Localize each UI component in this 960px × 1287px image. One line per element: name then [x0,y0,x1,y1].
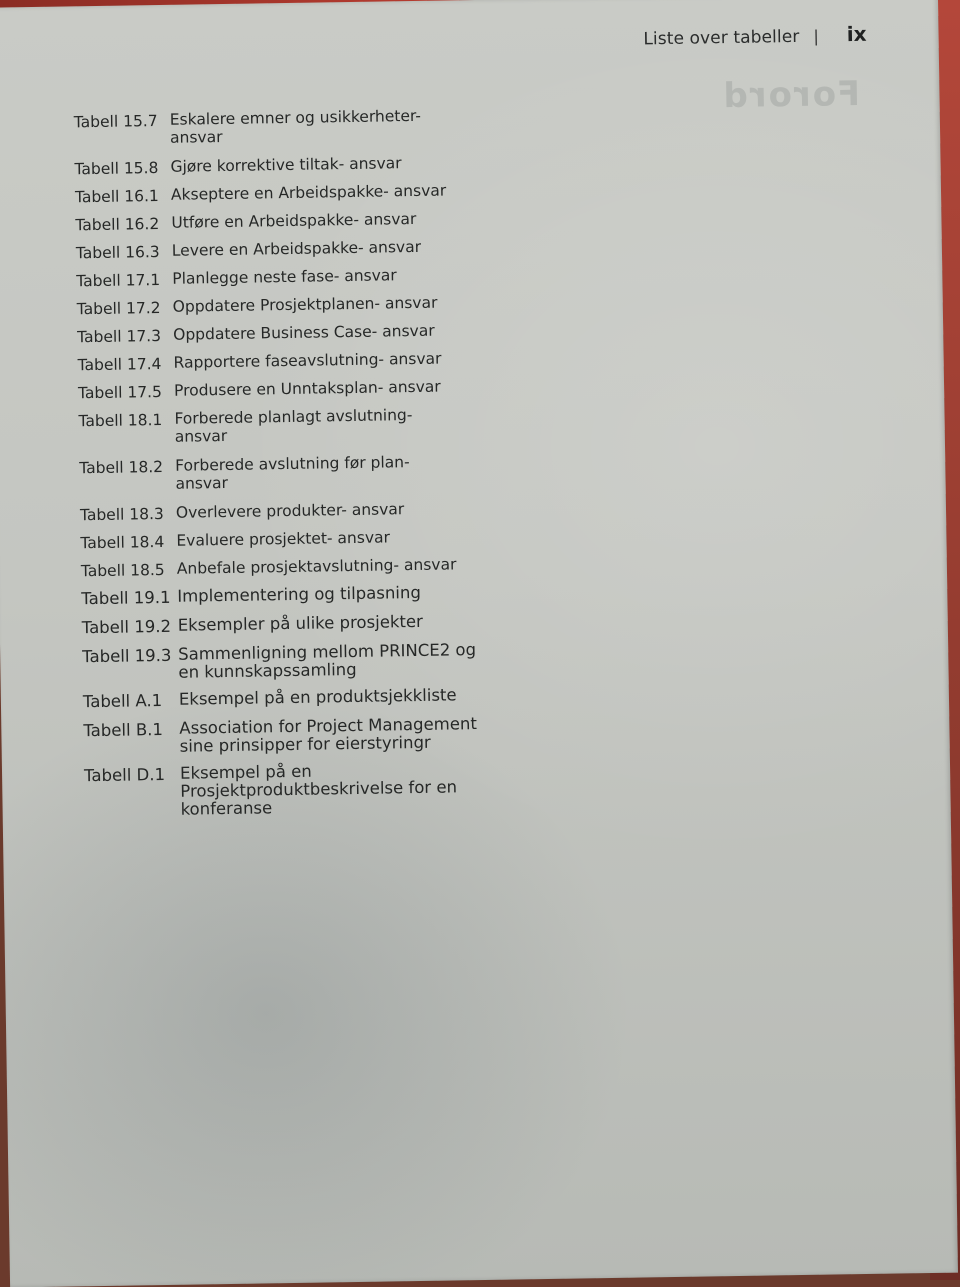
table-title: Eksempler på ulike prosjekter [177,611,423,635]
table-title: Anbefale prosjektavslutning- ansvar [176,555,457,578]
table-title: Forberede planlagt avslutning- ansvar [174,406,413,446]
table-title: Oppdatere Business Case- ansvar [173,321,435,344]
table-number: Tabell 18.5 [80,560,165,581]
table-number: Tabell D.1 [83,764,166,786]
table-title: Akseptere en Arbeidspakke- ansvar [170,181,447,204]
table-number: Tabell A.1 [82,691,163,712]
table-title: Rapportere faseavslutning- ansvar [173,349,442,372]
table-number: Tabell 17.4 [77,354,162,375]
table-number: Tabell 18.2 [79,457,164,478]
table-entry [77,293,497,320]
table-entry [83,715,504,758]
table-entry [83,686,503,713]
table-title: Eksempel på en Prosjektproduktbeskrivelse for en konferanse [179,761,458,819]
table-number: Tabell 19.2 [81,616,172,638]
table-entry [76,265,496,292]
table-number: Tabell 16.1 [74,186,159,207]
table-title: Overlevere produkter- ansvar [175,500,405,522]
bleed-through-text: Forord [721,73,861,117]
table-number: Tabell 16.2 [75,214,160,235]
header-separator: | [813,26,819,46]
table-number: Tabell 17.1 [76,270,161,291]
table-title: Association for Project Management sine prinsipper for eierstyringr [179,714,477,756]
table-number: Tabell 15.8 [74,158,159,179]
table-number: Tabell 19.1 [81,587,171,609]
table-title: Oppdatere Prosjektplanen- ansvar [172,293,438,316]
table-entry [77,349,497,376]
table-entry [79,452,500,495]
table-number: Tabell 17.2 [76,298,161,319]
table-entry [81,583,501,610]
table-title: Eskalere emner og usikkerheter- ansvar [169,106,422,147]
running-head: Liste over tabeller [643,26,800,50]
table-title: Sammenligning mellom PRINCE2 og en kunnskapssamling [178,640,477,682]
table-entry [80,527,500,554]
table-number: Tabell 18.4 [80,532,165,553]
table-title: Planlegge neste fase- ansvar [172,266,397,288]
table-entry [75,181,495,208]
table-entry [77,321,497,348]
table-entry [74,106,495,149]
table-entry [78,377,498,404]
table-entry [75,209,495,236]
table-entry [80,499,500,526]
table-number: Tabell 16.3 [75,242,160,263]
table-title: Produsere en Unntaksplan- ansvar [173,377,441,400]
table-entry [82,612,502,639]
table-entry [78,405,499,448]
table-number: Tabell 17.3 [77,326,162,347]
table-title: Utføre en Arbeidspakke- ansvar [171,209,417,232]
table-title: Eksempel på en produktsjekkliste [178,685,457,709]
table-number: Tabell 15.7 [73,112,158,132]
table-number: Tabell 19.3 [82,645,172,667]
table-entry [81,555,501,582]
page-number: ix [846,21,867,47]
table-entry [82,641,503,684]
table-of-tables [74,106,505,830]
table-number: Tabell 18.3 [79,504,164,525]
table-number: Tabell B.1 [83,719,164,741]
table-title: Levere en Arbeidspakke- ansvar [171,237,422,260]
table-entry [74,153,494,180]
table-number: Tabell 17.5 [77,382,163,403]
page-header [643,22,867,50]
table-entry [76,237,496,264]
table-number: Tabell 18.1 [78,410,163,431]
table-title: Gjøre korrektive tiltak- ansvar [170,154,402,176]
table-title: Evaluere prosjektet- ansvar [176,528,391,550]
table-title: Forberede avslutning før plan- ansvar [175,453,410,493]
table-title: Implementering og tilpasning [177,582,422,606]
table-entry [84,760,505,821]
